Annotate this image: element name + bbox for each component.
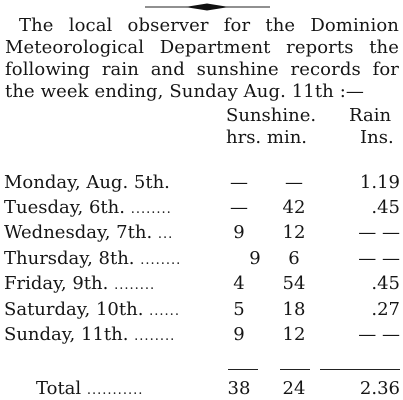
- hours-cell: 4: [233, 273, 245, 294]
- sunshine-header: Sunshine.: [226, 105, 317, 126]
- table-row: [0, 324, 403, 346]
- day-label: Saturday, 10th. ......: [4, 299, 180, 320]
- hours-cell: 9: [249, 248, 261, 269]
- total-label: Total ...........: [36, 378, 144, 399]
- minutes-cell: —: [285, 172, 303, 193]
- table-row: [0, 172, 403, 194]
- sum-rule-rain: [320, 369, 400, 370]
- minutes-cell: 42: [282, 197, 306, 218]
- intro-line: The local observer for the Dominion: [19, 15, 399, 36]
- hours-cell: 9: [233, 324, 245, 345]
- intro-line: Meteorological Department reports the: [5, 37, 399, 58]
- rain-cell: .45: [371, 273, 400, 294]
- total-hours: 38: [227, 378, 251, 399]
- rain-cell: — —: [358, 222, 400, 243]
- hrs-min-header: hrs. min.: [226, 127, 308, 148]
- rain-cell: 1.19: [359, 172, 400, 193]
- ornamental-rule: [145, 3, 270, 11]
- day-label: Sunday, 11th. ........: [4, 324, 176, 345]
- minutes-cell: 12: [282, 324, 306, 345]
- minutes-cell: 6: [288, 248, 300, 269]
- day-label: Wednesday, 7th. ...: [4, 222, 174, 243]
- table-row: [0, 222, 403, 244]
- hours-cell: —: [230, 197, 248, 218]
- rain-cell: — —: [358, 324, 400, 345]
- minutes-cell: 54: [282, 273, 306, 294]
- total-row: [0, 378, 403, 400]
- rain-cell: .45: [371, 197, 400, 218]
- table-row: [0, 197, 403, 219]
- rain-header: Rain: [349, 105, 392, 126]
- total-rain: 2.36: [359, 378, 400, 399]
- day-label: Tuesday, 6th. ........: [4, 197, 172, 218]
- sum-rule-minutes: [280, 369, 310, 370]
- rain-cell: .27: [371, 299, 400, 320]
- day-label: Thursday, 8th. ........: [4, 248, 182, 269]
- hours-cell: 9: [233, 222, 245, 243]
- intro-line: the week ending, Sunday Aug. 11th :—: [5, 81, 364, 102]
- day-label: Monday, Aug. 5th.: [4, 172, 170, 193]
- table-row: [0, 299, 403, 321]
- minutes-cell: 12: [282, 222, 306, 243]
- rain-cell: — —: [358, 248, 400, 269]
- sum-rule-hours: [228, 369, 258, 370]
- total-minutes: 24: [282, 378, 306, 399]
- hours-cell: 5: [233, 299, 245, 320]
- intro-paragraph: [5, 15, 399, 103]
- day-label: Friday, 9th. ........: [4, 273, 156, 294]
- table-row: [0, 273, 403, 295]
- minutes-cell: 18: [282, 299, 306, 320]
- intro-line: following rain and sunshine records for: [5, 59, 399, 80]
- hours-cell: —: [230, 172, 248, 193]
- ins-header: Ins.: [360, 127, 394, 148]
- table-row: [0, 248, 403, 270]
